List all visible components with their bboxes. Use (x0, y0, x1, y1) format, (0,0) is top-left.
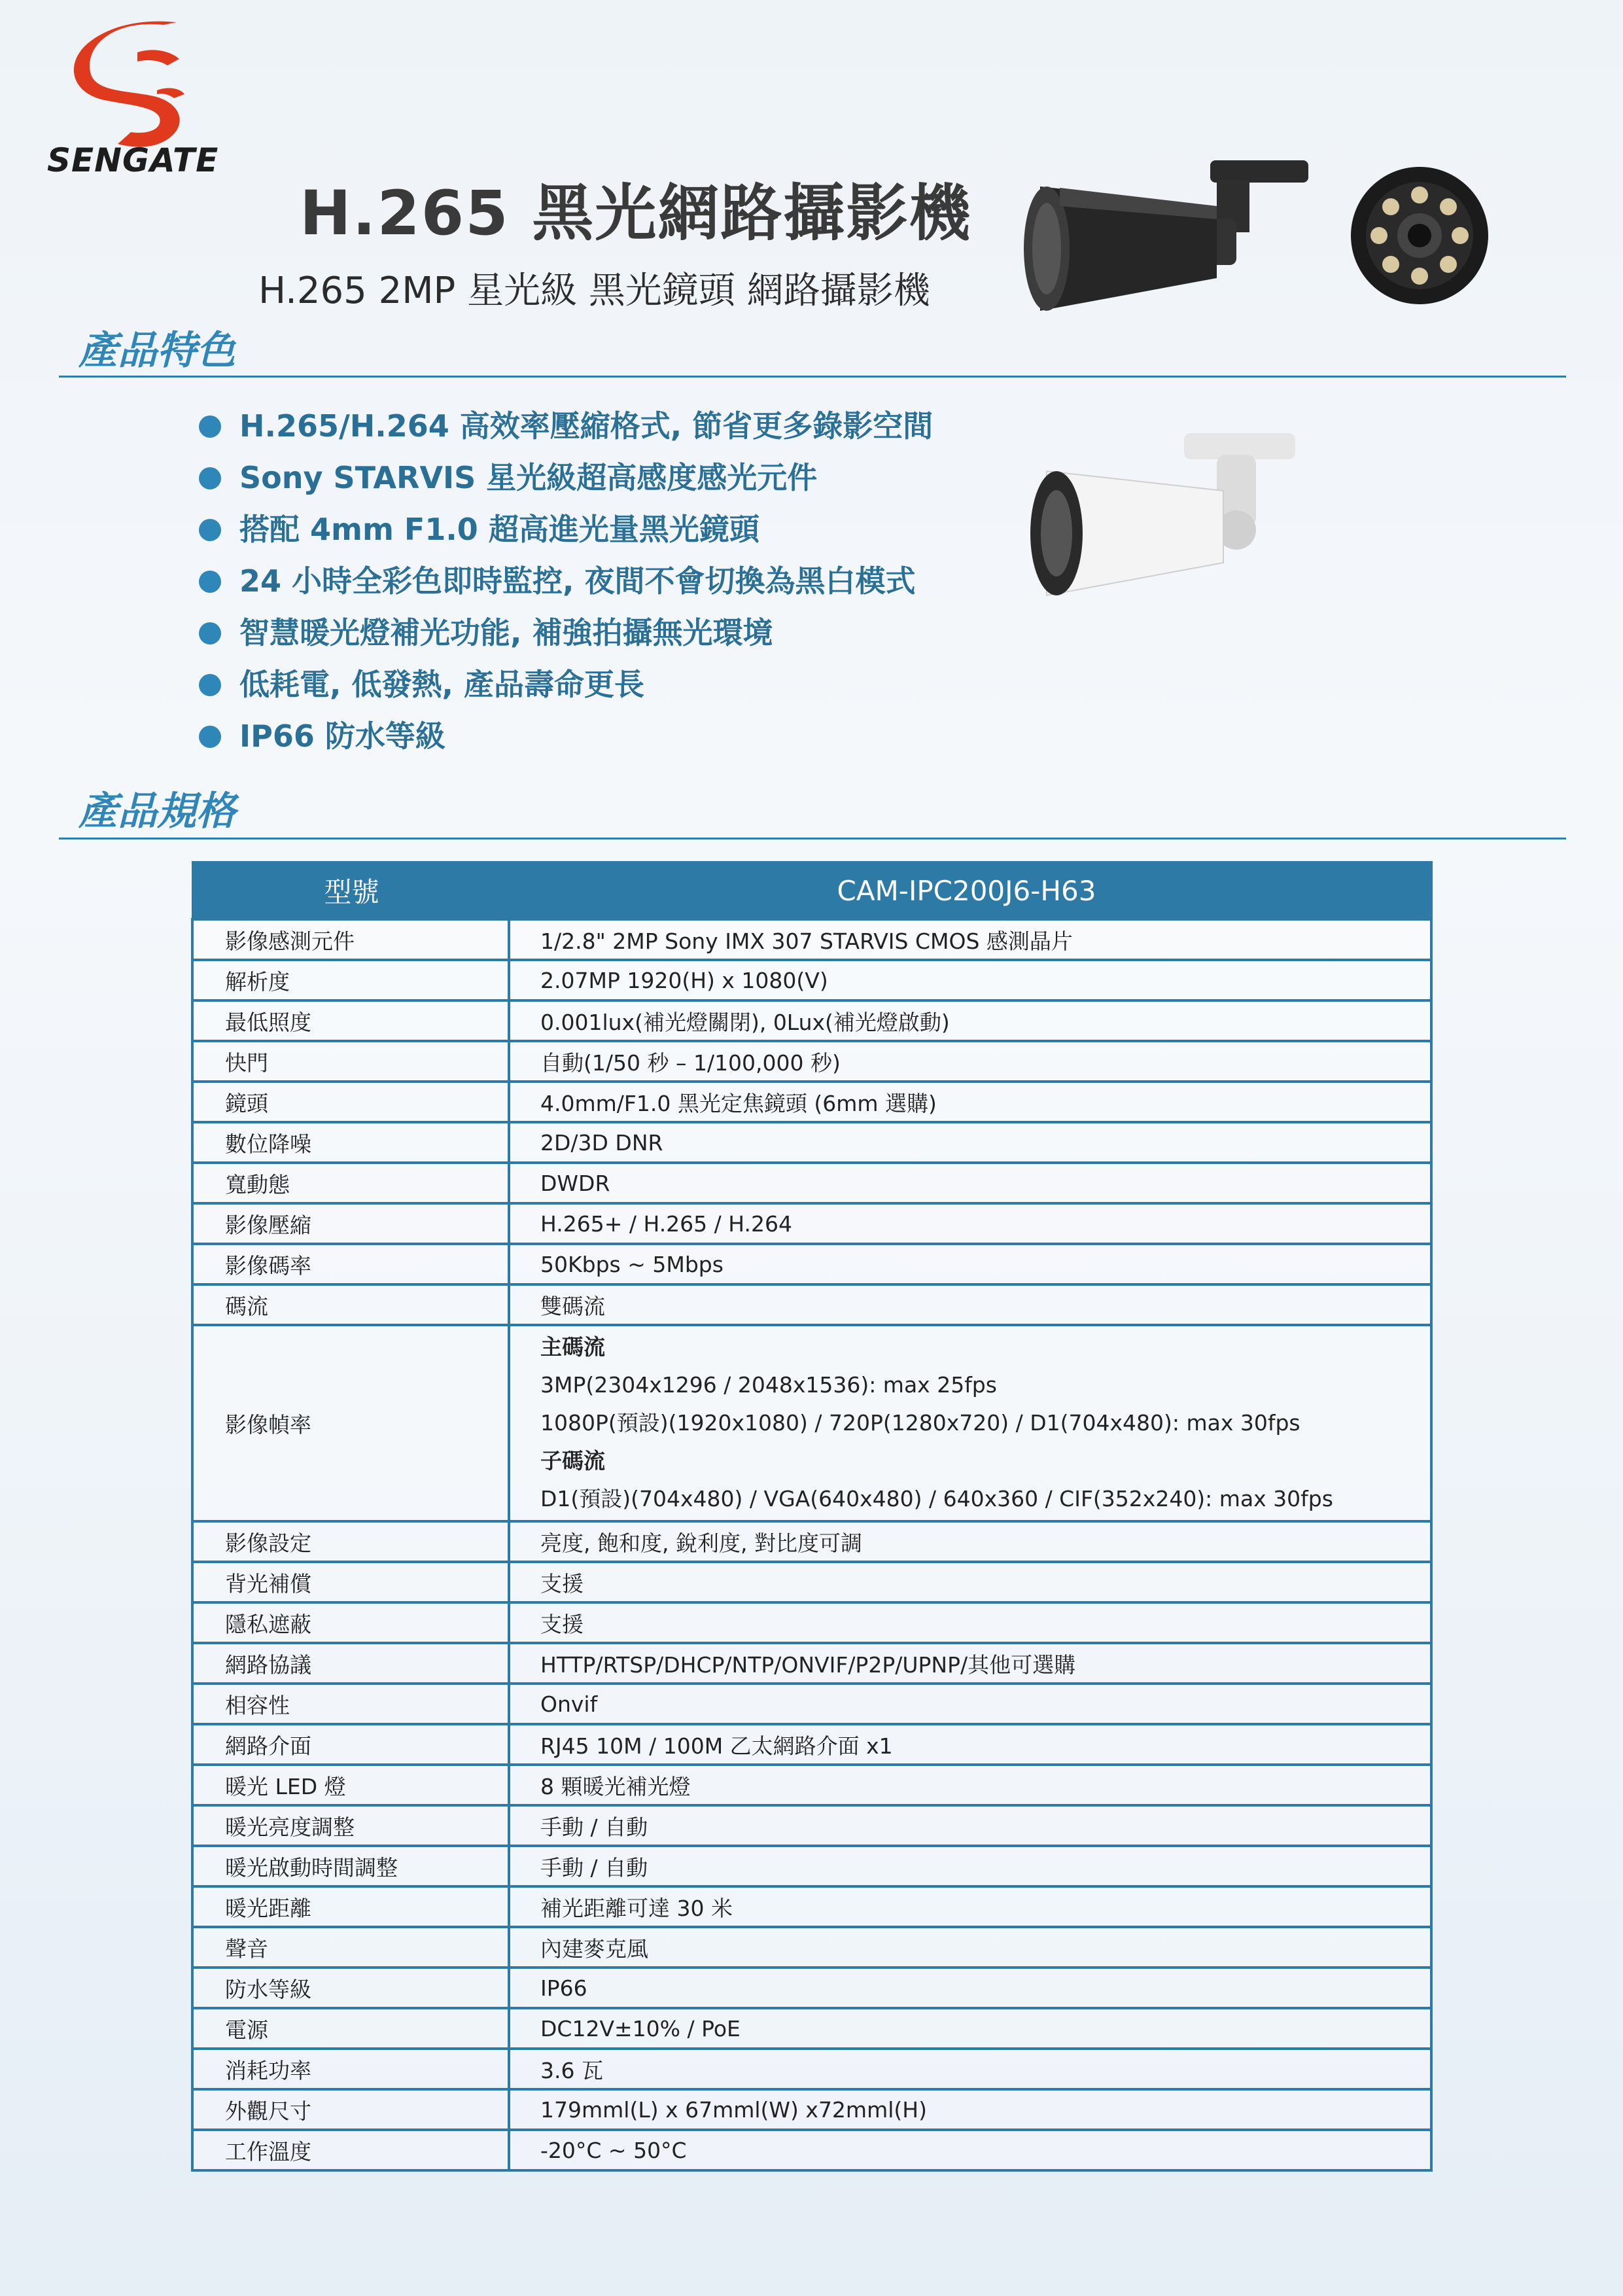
spec-header-row (192, 862, 1431, 920)
feature-item (196, 454, 933, 506)
spec-table (191, 861, 1433, 2172)
spec-label: 聲音 (192, 1927, 509, 1968)
spec-value: 179mml(L) x 67mml(W) x72mml(H) (509, 2089, 1431, 2130)
spec-value: 支援 (509, 1602, 1431, 1643)
table-row (192, 1244, 1431, 1284)
spec-value: 內建麥克風 (509, 1927, 1431, 1968)
spec-label: 消耗功率 (192, 2049, 509, 2089)
spec-value: 3.6 瓦 (509, 2049, 1431, 2089)
page-title: H.265 黑光網路攝影機 (300, 178, 972, 249)
spec-value: DC12V±10% / PoE (509, 2008, 1431, 2049)
spec-value: Onvif (509, 1684, 1431, 1724)
spec-label: 背光補償 (192, 1562, 509, 1602)
feature-text: 24 小時全彩色即時監控, 夜間不會切換為黑白模式 (239, 563, 916, 599)
table-row (192, 1082, 1431, 1122)
spec-value: 50Kbps ~ 5Mbps (509, 1244, 1431, 1284)
framerate-row-group (192, 1325, 1431, 1521)
section-divider (59, 838, 1566, 839)
table-row (192, 1325, 1431, 1521)
table-row (192, 1602, 1431, 1643)
spec-value: -20°C ~ 50°C (509, 2130, 1431, 2170)
table-row (192, 1643, 1431, 1684)
spec-value: 4.0mm/F1.0 黑光定焦鏡頭 (6mm 選購) (509, 1082, 1431, 1122)
spec-label: 影像壓縮 (192, 1203, 509, 1244)
specs-section-title: 產品規格 (79, 788, 236, 834)
spec-label: 防水等級 (192, 1968, 509, 2008)
bullet-icon (199, 519, 221, 541)
spec-label: 碼流 (192, 1284, 509, 1325)
brand-name: SENGATE (47, 141, 219, 179)
table-row (192, 1684, 1431, 1724)
spec-value: 1/2.8" 2MP Sony IMX 307 STARVIS CMOS 感測晶片 (509, 919, 1431, 960)
table-row (192, 1846, 1431, 1886)
feature-list (196, 402, 933, 764)
bullet-icon (199, 622, 221, 645)
table-row (192, 2008, 1431, 2049)
spec-label: 暖光亮度調整 (192, 1805, 509, 1846)
feature-text: 智慧暖光燈補光功能, 補強拍攝無光環境 (239, 615, 773, 650)
feature-item (196, 661, 933, 713)
table-row (192, 1041, 1431, 1082)
camera-front-image (1348, 157, 1492, 314)
feature-item (196, 609, 933, 661)
feature-item (196, 402, 933, 454)
spec-label: 寬動態 (192, 1163, 509, 1203)
spec-label: 鏡頭 (192, 1082, 509, 1122)
spec-value: 2D/3D DNR (509, 1122, 1431, 1163)
spec-label: 網路介面 (192, 1724, 509, 1765)
spec-label: 暖光 LED 燈 (192, 1765, 509, 1805)
table-row (192, 2130, 1431, 2170)
table-row (192, 919, 1431, 960)
table-row (192, 960, 1431, 1000)
bullet-icon (199, 467, 221, 489)
sub-stream-heading: 子碼流 (540, 1448, 605, 1474)
spec-value: 補光距離可達 30 米 (509, 1886, 1431, 1927)
bullet-icon (199, 571, 221, 593)
feature-item (196, 557, 933, 609)
main-stream-line: 3MP(2304x1296 / 2048x1536): max 25fps (540, 1372, 997, 1398)
spec-rows (192, 919, 1431, 1325)
spec-value: IP66 (509, 1968, 1431, 2008)
table-row (192, 1562, 1431, 1602)
table-row (192, 1000, 1431, 1041)
table-row (192, 2049, 1431, 2089)
spec-label: 影像感測元件 (192, 919, 509, 960)
bullet-icon (199, 415, 221, 438)
spec-value: HTTP/RTSP/DHCP/NTP/ONVIF/P2P/UPNP/其他可選購 (509, 1643, 1431, 1684)
feature-text: 搭配 4mm F1.0 超高進光量黑光鏡頭 (239, 512, 759, 547)
model-label: 型號 (192, 862, 509, 920)
spec-value: 亮度, 飽和度, 銳利度, 對比度可調 (509, 1521, 1431, 1562)
main-stream-heading: 主碼流 (540, 1334, 605, 1360)
feature-text: IP66 防水等級 (239, 718, 445, 754)
table-row (192, 1886, 1431, 1927)
spec-label: 暖光距離 (192, 1886, 509, 1927)
spec-label: 影像設定 (192, 1521, 509, 1562)
spec-label: 暖光啟動時間調整 (192, 1846, 509, 1886)
features-section-title: 產品特色 (79, 328, 236, 374)
spec-label: 網路協議 (192, 1643, 509, 1684)
table-row (192, 1805, 1431, 1846)
feature-text: 低耗電, 低發熱, 產品壽命更長 (239, 667, 644, 702)
spec-label: 隱私遮蔽 (192, 1602, 509, 1643)
black-camera-image (1021, 147, 1315, 324)
feature-item (196, 713, 933, 764)
table-row (192, 1163, 1431, 1203)
spec-value (509, 1325, 1431, 1521)
spec-value: 手動 / 自動 (509, 1846, 1431, 1886)
spec-value: 雙碼流 (509, 1284, 1431, 1325)
spec-label: 電源 (192, 2008, 509, 2049)
spec-rows (192, 1521, 1431, 2170)
spec-value: 支援 (509, 1562, 1431, 1602)
spec-label: 相容性 (192, 1684, 509, 1724)
spec-label: 數位降噪 (192, 1122, 509, 1163)
spec-value: RJ45 10M / 100M 乙太網路介面 x1 (509, 1724, 1431, 1765)
table-row (192, 1122, 1431, 1163)
spec-label: 快門 (192, 1041, 509, 1082)
spec-label: 工作溫度 (192, 2130, 509, 2170)
spec-value: 8 顆暖光補光燈 (509, 1765, 1431, 1805)
spec-value: 自動(1/50 秒 – 1/100,000 秒) (509, 1041, 1431, 1082)
table-row (192, 1765, 1431, 1805)
feature-text: H.265/H.264 高效率壓縮格式, 節省更多錄影空間 (239, 408, 934, 444)
bullet-icon (199, 726, 221, 748)
spec-label: 最低照度 (192, 1000, 509, 1041)
spec-label: 外觀尺寸 (192, 2089, 509, 2130)
model-value: CAM-IPC200J6-H63 (509, 862, 1431, 920)
table-row (192, 1284, 1431, 1325)
spec-value: 2.07MP 1920(H) x 1080(V) (509, 960, 1431, 1000)
spec-label: 影像碼率 (192, 1244, 509, 1284)
table-row (192, 1927, 1431, 1968)
spec-label: 解析度 (192, 960, 509, 1000)
table-row (192, 1521, 1431, 1562)
table-row (192, 2089, 1431, 2130)
table-row (192, 1203, 1431, 1244)
spec-value: DWDR (509, 1163, 1431, 1203)
table-row (192, 1724, 1431, 1765)
feature-item (196, 506, 933, 557)
bullet-icon (199, 674, 221, 696)
white-camera-image (1027, 425, 1302, 609)
spec-value: 手動 / 自動 (509, 1805, 1431, 1846)
spec-value: 0.001lux(補光燈關閉), 0Lux(補光燈啟動) (509, 1000, 1431, 1041)
spec-value: H.265+ / H.265 / H.264 (509, 1203, 1431, 1244)
sub-stream-line: D1(預設)(704x480) / VGA(640x480) / 640x360 / CIF(352x240): max 30fps (540, 1486, 1333, 1511)
page-subtitle: H.265 2MP 星光級 黑光鏡頭 網路攝影機 (258, 270, 930, 312)
table-row (192, 1968, 1431, 2008)
spec-label: 影像幀率 (192, 1325, 509, 1521)
section-divider (59, 376, 1566, 378)
main-stream-line: 1080P(預設)(1920x1080) / 720P(1280x720) / D1(704x480): max 30fps (540, 1410, 1300, 1436)
feature-text: Sony STARVIS 星光級超高感度感光元件 (239, 460, 818, 495)
